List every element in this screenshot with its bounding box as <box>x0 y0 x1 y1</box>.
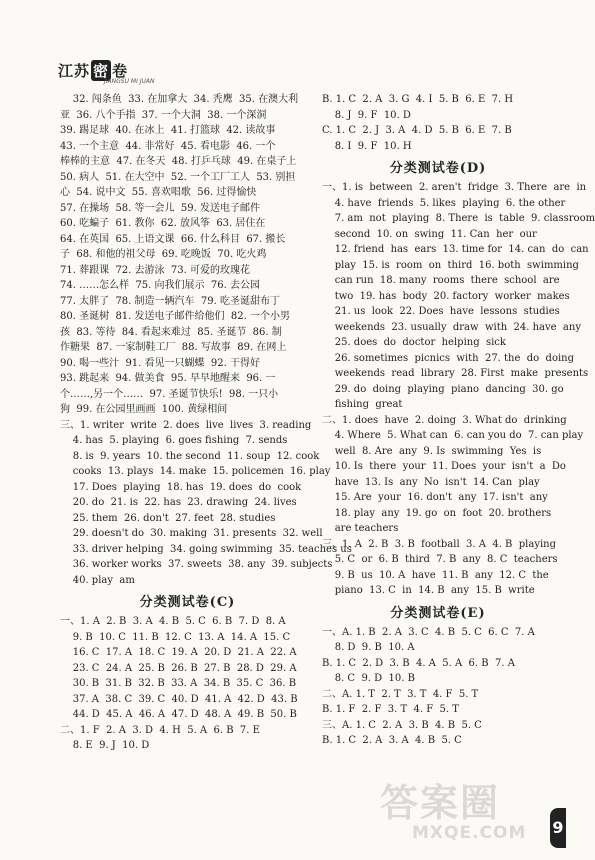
answer-line: 71. 葬跟课 72. 去游泳 73. 可爱的玫瑰花 <box>60 264 250 276</box>
answer-line: 8. is 9. years 10. the second 11. soup 12. cook <box>60 450 320 462</box>
answer-line: 8. I 9. F 10. H <box>322 140 412 152</box>
answer-line: 一、1. is between 2. aren't fridge 3. There are in <box>322 182 587 193</box>
answer-line: 33. driver helping 34. going swimming 35. teaches us <box>60 543 352 555</box>
answer-line: 二、1. does have 2. doing 3. What do drinking <box>322 414 567 426</box>
answer-line: 20. do 21. is 22. has 23. drawing 24. lives <box>60 497 297 508</box>
answer-line: 15. Are your 16. don't any 17. isn't any <box>322 492 548 503</box>
answer-line: can run 18. many rooms there school are <box>322 275 560 286</box>
section-title: 分类测试卷(C) <box>139 595 236 610</box>
answer-line: well 8. Are any 9. Is swimming Yes is <box>322 445 542 457</box>
answer-line: 25. them 26. don't 27. feet 28. studies <box>60 512 276 524</box>
answer-line: 一、A. 1. B 2. A 3. C 4. B 5. C 6. C 7. A <box>322 626 535 638</box>
answer-line: 心 54. 说中文 55. 喜欢唱歌 56. 过得愉快 <box>60 187 257 198</box>
answer-line: 7. am not playing 8. There is table 9. classroom <box>322 213 595 224</box>
answer-line: 36. worker works 37. sweets 38. any 39. subjects <box>60 559 333 570</box>
answer-line: 80. 圣诞树 81. 发送电子邮件给他们 82. 一个小男 <box>60 311 290 322</box>
answer-line: are teachers <box>322 523 399 534</box>
answer-line: have 13. Is any No isn't 14. Can play <box>322 476 540 488</box>
answer-line: 25. does do doctor helping sick <box>322 337 506 348</box>
watermark-line1: 答案圈 <box>380 781 501 825</box>
answer-line: 32. 闯条鱼 33. 在加拿大 34. 秃鹰 35. 在澳大利 <box>60 94 299 105</box>
answer-line: 狗 99. 在公园里画画 100. 黄绿相间 <box>60 404 228 415</box>
logo-mid: 密 <box>93 62 110 80</box>
answer-line: 57. 在操场 58. 等一会儿 59. 发送电子邮件 <box>60 202 260 214</box>
logo-right: 卷 <box>112 62 129 80</box>
answer-line: 29. doesn't do 30. making 31. presents 32. well <box>60 528 323 539</box>
answer-line: 二、1. F 2. A 3. D 4. H 5. A 6. B 7. E <box>60 724 260 736</box>
answer-line: 8. E 9. J 10. D <box>60 740 150 751</box>
right-column <box>322 92 595 749</box>
logo-left: 江苏 <box>58 62 91 80</box>
answer-line: 作糖果 87. 一家制鞋工厂 88. 写故事 89. 在网上 <box>60 342 287 353</box>
answer-line: 9. B us 10. A have 11. B any 12. C the <box>322 569 549 581</box>
answer-line: 三、1. A 2. B 3. B football 3. A 4. B playing <box>322 538 557 550</box>
answer-line: weekends read library 28. First make presents <box>322 368 589 379</box>
answer-line: 8. C 9. D 10. B <box>322 673 415 684</box>
answer-line: 三、A. 1. C 2. A 3. B 4. B 5. C <box>322 719 482 731</box>
answer-line: second 10. on swing 11. Can her our <box>322 228 537 240</box>
answer-line: 23. C 24. A 25. B 26. B 27. B 28. D 29. A <box>60 662 297 674</box>
answer-line: fishing great <box>322 399 403 410</box>
answer-line: weekends 23. usually draw with 24. have any <box>322 321 581 333</box>
answer-line: cooks 13. plays 14. make 15. policemen 16. play <box>60 466 331 477</box>
answer-line: 4. Where 5. What can 6. can you do 7. can play <box>322 430 584 441</box>
answer-line: 17. Does playing 18. has 19. does do cook <box>60 481 302 493</box>
answer-line: B. 1. C 2. D 3. B 4. A 5. A 6. B 7. A <box>322 657 515 669</box>
answer-line: 40. play am <box>60 574 135 586</box>
answer-line: 30. B 31. B 32. B 33. A 34. B 35. C 36. B <box>60 678 297 689</box>
answer-line: C. 1. C 2. J 3. A 4. D 5. B 6. E 7. B <box>322 125 512 136</box>
answer-line: 一、1. A 2. B 3. A 4. B 5. C 6. B 7. D 8. A <box>60 616 286 627</box>
section-title: 分类测试卷(D) <box>389 161 487 176</box>
answer-line: 60. 吃蝙子 61. 教你 62. 放风筝 63. 居住在 <box>60 218 266 229</box>
answer-line: 4. have friends 5. likes playing 6. the other <box>322 197 566 209</box>
answer-line: 26. sometimes picnics with 27. the do doing <box>322 352 575 364</box>
answer-line: play 15. is room on third 16. both swimming <box>322 259 579 271</box>
answer-line: 43. 一个主意 44. 非常好 45. 看电影 46. 一个 <box>60 140 276 152</box>
left-column <box>60 92 352 754</box>
answer-line: 8. J 9. F 10. D <box>322 109 411 121</box>
section-title: 分类测试卷(E) <box>390 605 486 621</box>
watermark-line2: MXQE.COM <box>412 823 527 843</box>
answer-line: 93. 跳起来 94. 做美食 95. 早早地醒来 96. 一 <box>60 373 276 384</box>
answer-line: 10. Is there your 11. Does your isn't a Do <box>322 461 566 472</box>
answer-line: 64. 在英国 65. 上语文课 66. 什么科目 67. 搬长 <box>60 233 286 245</box>
answer-line: 8. D 9. B 10. A <box>322 642 415 653</box>
page-number-badge: 9 <box>550 808 566 848</box>
answer-line: 4. has 5. playing 6. goes fishing 7. sends <box>60 435 288 446</box>
answer-line: 16. C 17. A 18. C 19. A 20. D 21. A 22. A <box>60 647 297 658</box>
answer-line: B. 1. F 2. F 3. T 4. F 5. T <box>322 704 459 715</box>
logo-subtitle: JIANGSU MI JUAN <box>104 78 155 85</box>
answer-line: 三、1. writer write 2. does live lives 3. reading <box>60 419 312 431</box>
answer-line: 44. D 45. A 46. A 47. D 48. A 49. B 50. B <box>60 709 297 720</box>
answer-line: 37. A 38. C 39. C 40. D 41. A 42. D 43. B <box>60 693 298 705</box>
answer-line: 12. friend has ears 13. time for 14. can do can <box>322 244 589 255</box>
answer-line: 21. us look 22. Does have lessons studies <box>322 306 560 317</box>
answer-line: 29. do doing playing piano dancing 30. go <box>322 383 564 395</box>
answer-line: B. 1. C 2. A 3. A 4. B 5. C <box>322 735 462 746</box>
answer-line: two 19. has body 20. factory worker makes <box>322 290 570 302</box>
answer-line: piano 13. C in 14. B any 15. B write <box>322 585 535 596</box>
answer-line: B. 1. C 2. A 3. G 4. I 5. B 6. E 7. H <box>322 94 514 105</box>
answer-line: 77. 太胖了 78. 制造一辆汽车 79. 吃圣诞甜布丁 <box>60 295 280 307</box>
watermark <box>380 772 550 852</box>
answer-line: 孩 83. 等待 84. 看起来难过 85. 圣诞节 86. 制 <box>60 326 282 338</box>
answer-line: 39. 踢足球 40. 在冰上 41. 打篮球 42. 读故事 <box>60 125 276 136</box>
answer-line: 5. C or 6. B third 7. B any 8. C teachers <box>322 554 558 565</box>
answer-line: 个……,另一个…… 97. 圣诞节快乐! 98. 一只小 <box>60 388 279 400</box>
answer-line: 18. play any 19. go on foot 20. brothers <box>322 507 552 519</box>
answer-line: 二、A. 1. T 2. T 3. T 4. F 5. T <box>322 688 479 700</box>
answer-line: 90. 喝一些汁 91. 看见一只蝴蝶 92. 干得好 <box>60 357 260 369</box>
answer-line: 74. ……怎么样 75. 向我们展示 76. 去公园 <box>60 280 260 291</box>
answer-line: 棒棒的主意 47. 在冬天 48. 打乒乓球 49. 在桌子上 <box>60 156 297 167</box>
answer-line: 50. 病人 51. 在大空中 52. 一个工厂工人 53. 别担 <box>60 171 296 183</box>
answer-line: 亚 36. 八个手指 37. 一个大洞 38. 一个深洞 <box>60 109 267 121</box>
answer-line: 9. B 10. C 11. B 12. C 13. A 14. A 15. C <box>60 631 291 643</box>
answer-line: 子 68. 和他的祖父母 69. 吃晚饭 70. 吃火鸡 <box>60 249 267 260</box>
